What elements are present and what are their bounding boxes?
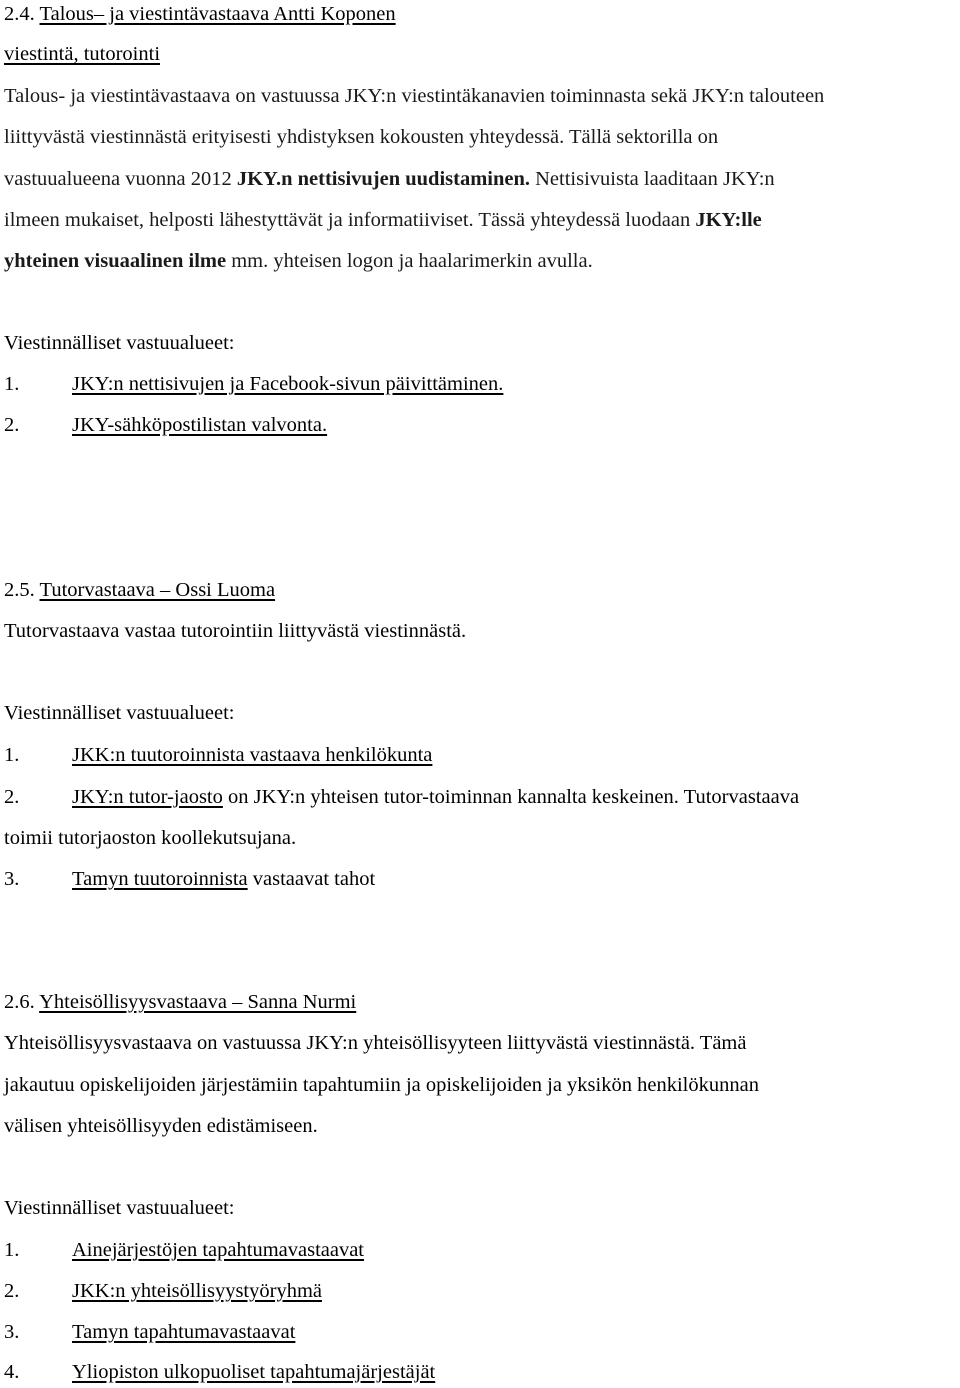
responsibilities-heading: Viestinnälliset vastuualueet: bbox=[4, 702, 235, 724]
bold-text-run: JKY:lle bbox=[695, 209, 762, 231]
list-number: 1. bbox=[4, 373, 20, 395]
list-item-text: JKY-sähköpostilistan valvonta. bbox=[72, 414, 328, 436]
list-item bbox=[4, 741, 432, 769]
section-number: 2.4. bbox=[4, 3, 40, 25]
list-number: 2. bbox=[4, 1280, 20, 1302]
section-title: Tutorvastaava – Ossi Luoma bbox=[39, 579, 276, 601]
list-item-text: JKK:n tuutoroinnista vastaava henkilökunta bbox=[72, 744, 433, 766]
list-number: 1. bbox=[4, 744, 20, 766]
list-number: 4. bbox=[4, 1361, 20, 1383]
section-title: Yhteisöllisyysvastaava – Sanna Nurmi bbox=[39, 991, 357, 1013]
text-run: Nettisivuista laaditaan JKY:n bbox=[530, 168, 775, 190]
list-item bbox=[4, 783, 799, 811]
list-item bbox=[4, 370, 503, 398]
responsibilities-heading: Viestinnälliset vastuualueet: bbox=[4, 332, 235, 354]
list-item bbox=[4, 1277, 322, 1305]
text-run: mm. yhteisen logon ja haalarimerkin avulla. bbox=[226, 250, 593, 272]
section-2-4-subtitle: viestintä, tutorointi bbox=[4, 43, 161, 65]
section-number: 2.6. bbox=[4, 991, 40, 1013]
paragraph-line bbox=[4, 206, 762, 234]
list-number: 2. bbox=[4, 786, 20, 808]
section-number: 2.5. bbox=[4, 579, 40, 601]
paragraph-line: Yhteisöllisyysvastaava on vastuussa JKY:n yhteisöllisyyteen liittyvästä viestinnästä. Tämä bbox=[4, 1032, 747, 1054]
list-number: 3. bbox=[4, 868, 20, 890]
paragraph-line bbox=[4, 165, 775, 193]
list-item bbox=[4, 865, 375, 893]
list-item-text: vastaavat tahot bbox=[247, 868, 376, 890]
bold-text-run: JKY.n nettisivujen uudistaminen. bbox=[236, 168, 530, 190]
list-item-text: JKY:n nettisivujen ja Facebook-sivun päivittäminen. bbox=[72, 373, 504, 395]
list-item-text: Tamyn tapahtumavastaavat bbox=[72, 1321, 296, 1343]
list-item-text: JKK:n yhteisöllisyystyöryhmä bbox=[72, 1280, 322, 1302]
paragraph-line: välisen yhteisöllisyyden edistämiseen. bbox=[4, 1115, 318, 1137]
list-item-text: Ainejärjestöjen tapahtumavastaavat bbox=[72, 1239, 365, 1261]
section-2-6-heading bbox=[4, 988, 356, 1016]
text-run: vastuualueena vuonna 2012 bbox=[4, 168, 237, 190]
list-item bbox=[4, 1236, 364, 1264]
responsibilities-heading: Viestinnälliset vastuualueet: bbox=[4, 1197, 235, 1219]
section-2-5-heading bbox=[4, 576, 275, 604]
paragraph-line: Talous- ja viestintävastaava on vastuussa JKY:n viestintäkanavien toiminnasta sekä JKY:n talouteen bbox=[4, 85, 825, 107]
section-title: Talous– ja viestintävastaava Antti Koponen bbox=[39, 3, 396, 25]
list-item-text: on JKY:n yhteisen tutor-toiminnan kannalta keskeinen. Tutorvastaava bbox=[222, 786, 800, 808]
list-item bbox=[4, 1318, 295, 1346]
text-run: ilmeen mukaiset, helposti lähestyttävät ja informatiiviset. Tässä yhteydessä luodaan bbox=[4, 209, 696, 231]
list-item-text: Yliopiston ulkopuoliset tapahtumajärjestäjät bbox=[72, 1361, 436, 1383]
paragraph-line bbox=[4, 247, 593, 275]
list-number: 3. bbox=[4, 1321, 20, 1343]
bold-text-run: yhteinen visuaalinen ilme bbox=[4, 250, 227, 272]
list-item bbox=[4, 411, 327, 439]
list-item-text: Tamyn tuutoroinnista bbox=[72, 868, 248, 890]
paragraph-line: jakautuu opiskelijoiden järjestämiin tapahtumiin ja opiskelijoiden ja yksikön henkilökunnan bbox=[4, 1074, 759, 1096]
section-2-4-heading bbox=[4, 0, 396, 28]
list-number: 2. bbox=[4, 414, 20, 436]
paragraph-line: liittyvästä viestinnästä erityisesti yhdistyksen kokousten yhteydessä. Tällä sektorilla on bbox=[4, 126, 719, 148]
list-item-continuation: toimii tutorjaoston koollekutsujana. bbox=[4, 827, 297, 849]
list-number: 1. bbox=[4, 1239, 20, 1261]
list-item-text: JKY:n tutor-jaosto bbox=[72, 786, 223, 808]
list-item bbox=[4, 1358, 435, 1386]
section-intro: Tutorvastaava vastaa tutorointiin liittyvästä viestinnästä. bbox=[4, 620, 467, 642]
